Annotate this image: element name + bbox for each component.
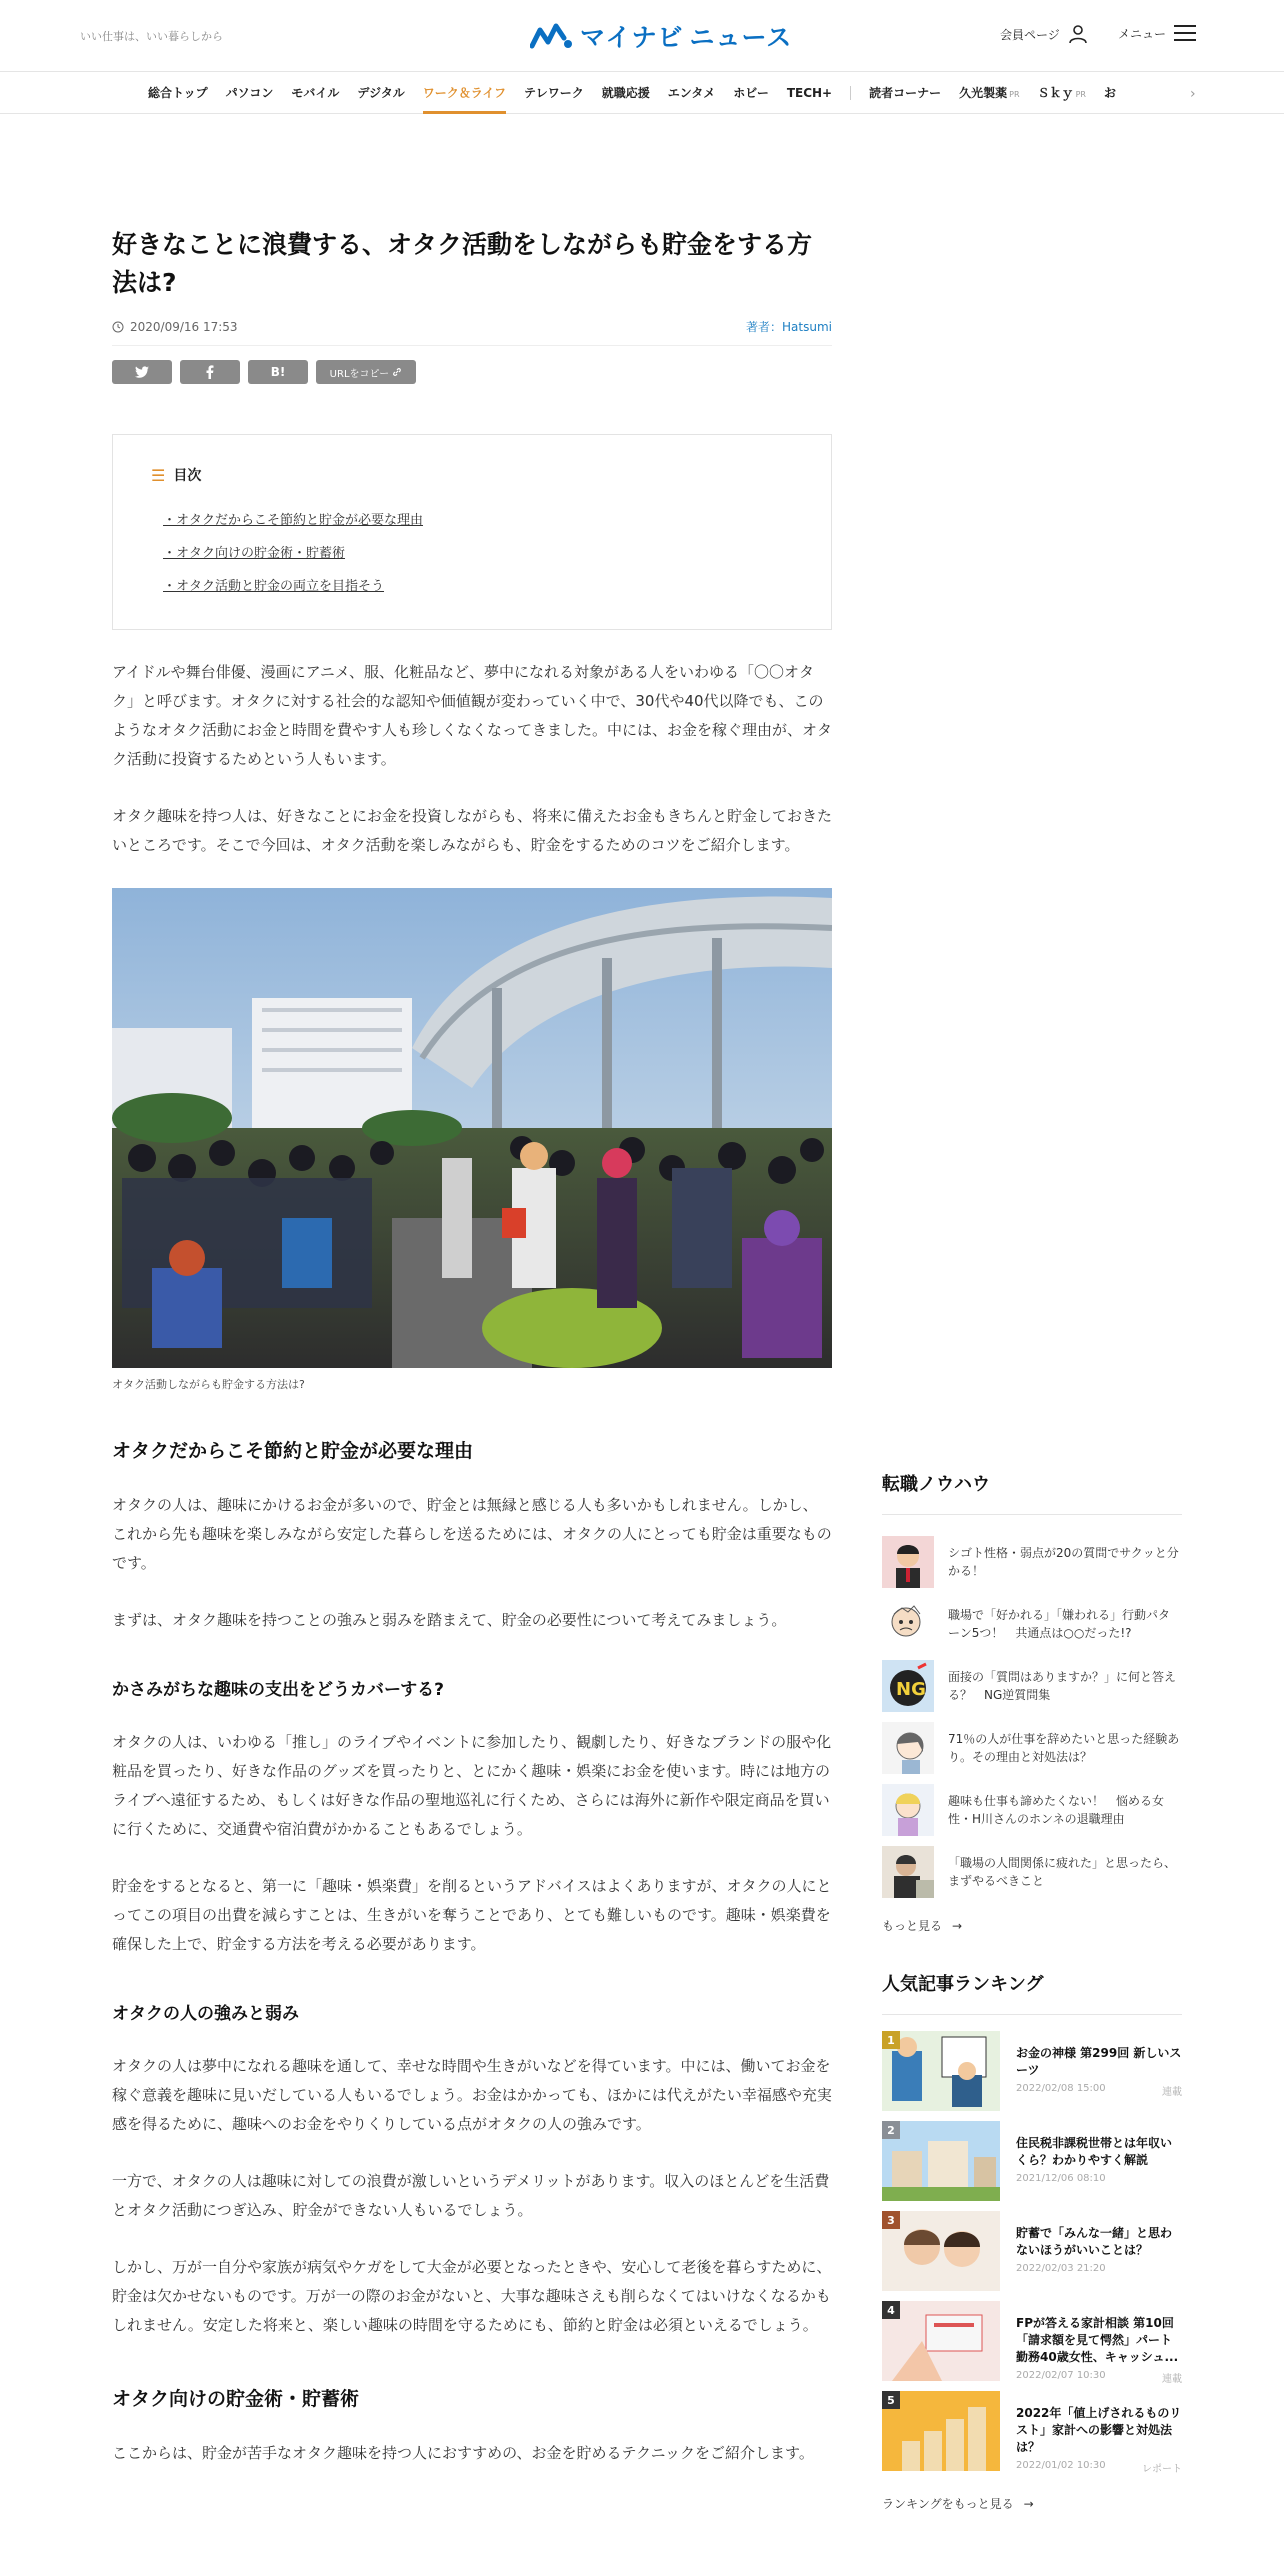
knowhow-link-text: 趣味も仕事も諦めたくない！ 悩める女性・H川さんのホンネの退職理由 (948, 1794, 1165, 1826)
hatena-bookmark-button[interactable]: B! (248, 360, 308, 384)
nav-item-readers[interactable]: 読者コーナー (869, 86, 942, 100)
nav-item-pc[interactable]: パソコン (225, 86, 274, 100)
ranking-item-tag: 連載 (1162, 2087, 1182, 2098)
article (112, 226, 832, 2468)
ranking-item-date: 2022/01/02 10:30 (1016, 2460, 1106, 2471)
link-icon (392, 367, 402, 377)
nav-item-hisamitsu[interactable] (959, 72, 1019, 114)
nav-item-tech[interactable]: TECH+ (786, 86, 833, 100)
article-meta (112, 316, 832, 346)
table-of-contents (112, 434, 832, 630)
nav-item-hisamitsu-label: 久光製薬 (959, 86, 1008, 100)
logo-sub-text: ニュース (689, 23, 793, 52)
copy-url-button[interactable] (316, 360, 416, 384)
knowhow-link-text: 「職場の人間関係に疲れた」と思ったら、まずやるべきこと (948, 1856, 1177, 1888)
rank-badge: 1 (882, 2031, 900, 2049)
nav-item-telework[interactable]: テレワーク (523, 86, 584, 100)
ranking-item-tag: レポート (1142, 2464, 1182, 2475)
ranking-thumbnail (882, 2031, 1000, 2111)
list-icon: ☰ (151, 465, 166, 485)
cosplay-event-photo (112, 888, 832, 1368)
logo-main-text: マイナビ (580, 23, 684, 52)
body-paragraph: オタクの人は、趣味にかけるお金が多いので、貯金とは無縁と感じる人も多いかもしれません。しかし、これから先も趣味を楽しみながら安定した暮らしを送るためには、オタクの人にとっても貯金は重要なものです。 (112, 1496, 832, 1572)
knowhow-thumbnail (882, 1598, 934, 1650)
ranking-item-date: 2021/12/06 08:10 (1016, 2173, 1106, 2184)
knowhow-title: 転職ノウハウ (882, 1470, 1182, 1515)
copy-url-label: URLをコピー (329, 368, 390, 380)
chevron-right-icon[interactable]: › (1190, 86, 1196, 102)
ranking-item-title: 住民税非課税世帯とは年収いくら？わかりやすく解説 (1016, 2136, 1173, 2167)
knowhow-item[interactable] (882, 1593, 1182, 1655)
arrow-right-icon: → (952, 1918, 963, 1933)
knowhow-link-text: 71％の人が仕事を辞めたいと思った経験あり。その理由と対処法は？ (948, 1732, 1180, 1764)
toc-header (151, 465, 793, 485)
toc-link[interactable]: ・オタク活動と貯金の両立を目指そう (163, 579, 385, 594)
pr-badge: PR (1009, 90, 1020, 99)
article-main-photo (112, 888, 832, 1368)
article-title: 好きなことに浪費する、オタク活動をしながらも貯金をする方法は? (112, 230, 813, 297)
nav-item-sky[interactable] (1038, 72, 1086, 114)
subsection-heading: オタクの人の強みと弱み (112, 2004, 299, 2024)
article-date (112, 320, 238, 334)
knowhow-item[interactable] (882, 1655, 1182, 1717)
facebook-share-button[interactable] (180, 360, 240, 384)
ranking-item-title: 2022年「値上げされるものリスト」家計への影響と対処法は？ (1016, 2406, 1182, 2454)
ranking-thumbnail (882, 2301, 1000, 2381)
rank-badge: 3 (882, 2211, 900, 2229)
body-paragraph: まずは、オタク趣味を持つことの強みと弱みを踏まえて、貯金の必要性について考えてみましょう。 (112, 1611, 787, 1629)
career-knowhow-widget (882, 1470, 1182, 1934)
twitter-share-button[interactable] (112, 360, 172, 384)
knowhow-link-text: 職場で「好かれる」「嫌われる」行動パターン5つ！ 共通点は○○だった!? (948, 1608, 1171, 1640)
knowhow-item[interactable] (882, 1841, 1182, 1903)
body-paragraph: 貯金をするとなると、第一に「趣味・娯楽費」を削るというアドバイスはよくありますが、オタクの人にとってこの項目の出費を減らすことは、生きがいを奪うことであり、とても難しいものです。趣味・娯楽費を確保した上で、貯金する方法を考える必要があります。 (112, 1877, 832, 1953)
author-link[interactable]: 著者：Hatsumi (746, 320, 832, 334)
ranking-item-title: お金の神様 第299回 新しいスーツ (1016, 2046, 1182, 2077)
menu-button[interactable] (1118, 24, 1196, 42)
date-text: 2020/09/16 17:53 (130, 319, 238, 334)
body-paragraph: オタクの人は、いわゆる「推し」のライブやイベントに参加したり、観劇したり、好きなブランドの服や化粧品を買ったり、好きな作品のグッズを買ったりと、とにかく趣味・娯楽にお金を使います。時には地方のライブへ遠征するため、もしくは好きな作品の聖地巡礼に行くため、さらには海外に新作や限定商品を買いに行くために、交通費や宿泊費がかかることもあるでしょう。 (112, 1733, 832, 1838)
nav-item-work-life[interactable]: ワーク＆ライフ (423, 72, 506, 114)
nav-item-job[interactable]: 就職応援 (601, 86, 650, 100)
svg-text:NG: NG (896, 1679, 926, 1700)
knowhow-link-text: シゴト性格・弱点が20の質問でサクッと分かる！ (948, 1546, 1179, 1578)
site-logo[interactable] (530, 18, 792, 54)
ranking-item-date: 2022/02/07 10:30 (1016, 2370, 1106, 2381)
intro-paragraph-2: オタク趣味を持つ人は、好きなことにお金を投資しながらも、将来に備えたお金もきちんと貯金しておきたいところです。そこで今回は、オタク活動を楽しみながらも、貯金をするためのコツをご紹介します。 (112, 807, 833, 854)
toc-link[interactable]: ・オタクだからこそ節約と貯金が必要な理由 (163, 513, 424, 528)
more-label: もっと見る (882, 1919, 943, 1933)
knowhow-link-text: 面接の「質問はありますか？」に何と答える？ NG逆質問集 (948, 1670, 1177, 1702)
knowhow-item[interactable] (882, 1531, 1182, 1593)
knowhow-thumbnail (882, 1722, 934, 1774)
ranking-more-link[interactable] (882, 2495, 1182, 2512)
rank-badge: 5 (882, 2391, 900, 2409)
ranking-item-title: 貯蓄で「みんな一緒」と思わないほうがいいことは？ (1016, 2226, 1173, 2257)
user-icon (1068, 24, 1088, 44)
nav-item-more[interactable]: お (1103, 86, 1116, 100)
member-page-label: 会員ページ (1000, 27, 1060, 42)
ranking-item[interactable] (882, 2301, 1182, 2391)
knowhow-more-link[interactable] (882, 1917, 1182, 1934)
ranking-thumbnail (882, 2121, 1000, 2201)
pr-badge: PR (1075, 90, 1086, 99)
member-page-button[interactable] (1000, 24, 1088, 44)
share-buttons (112, 360, 832, 384)
body-paragraph: オタクの人は夢中になれる趣味を通して、幸せな時間や生きがいなどを得ています。中には、働いてお金を稼ぐ意義を趣味に見いだしている人もいるでしょう。お金はかかっても、ほかには代えがたい幸福感や充実感を得るために、趣味へのお金をやりくりしている点がオタクの人の強みです。 (112, 2057, 832, 2133)
nav-item-top[interactable]: 総合トップ (148, 86, 208, 100)
body-paragraph: しかし、万が一自分や家族が病気やケガをして大金が必要となったときや、安心して老後を暮らすために、貯金は欠かせないものです。万が一の際のお金がないと、大事な趣味さえも削らなくてはいけなくなるかもしれません。安定した将来と、楽しい趣味の時間を守るためにも、節約と貯金は必須といえるでしょう。 (112, 2258, 832, 2334)
menu-label: メニュー (1118, 26, 1167, 41)
logo-mark-icon (530, 20, 574, 52)
rank-badge: 2 (882, 2121, 900, 2139)
ranking-title: 人気記事ランキング (882, 1970, 1182, 2015)
nav-item-digital[interactable]: デジタル (357, 86, 405, 100)
toc-link[interactable]: ・オタク向けの貯金術・貯蓄術 (163, 546, 346, 561)
nav-item-entertainment[interactable]: エンタメ (667, 86, 716, 100)
body-paragraph: 一方で、オタクの人は趣味に対しての浪費が激しいというデメリットがあります。収入のほとんどを生活費とオタク活動につぎ込み、貯金ができない人もいるでしょう。 (112, 2172, 830, 2219)
twitter-icon (135, 366, 149, 378)
knowhow-item[interactable] (882, 1717, 1182, 1779)
rank-badge: 4 (882, 2301, 900, 2319)
category-nav (0, 72, 1284, 114)
nav-item-hobby[interactable]: ホビー (733, 86, 769, 100)
ranking-item[interactable] (882, 2031, 1182, 2121)
facebook-icon (206, 365, 214, 379)
body-paragraph: ここからは、貯金が苦手なオタク趣味を持つ人におすすめの、お金を貯めるテクニックをご紹介します。 (112, 2444, 814, 2462)
section-heading: オタク向けの貯金術・貯蓄術 (112, 2388, 360, 2410)
ranking-more-label: ランキングをもっと見る (882, 2497, 1014, 2511)
knowhow-item[interactable] (882, 1779, 1182, 1841)
tagline: いい仕事は、いい暮らしから (80, 30, 223, 43)
knowhow-thumbnail (882, 1536, 934, 1588)
knowhow-thumbnail (882, 1784, 934, 1836)
knowhow-thumbnail (882, 1846, 934, 1898)
ranking-thumbnail (882, 2211, 1000, 2291)
ranking-item-title: FPが答える家計相談 第10回「請求額を見て愕然」パート勤務40歳女性、キャッシュ... (1016, 2316, 1179, 2364)
photo-caption: オタク活動しながらも貯金する方法は? (112, 1378, 305, 1391)
hamburger-icon (1174, 24, 1196, 42)
ranking-widget (882, 1970, 1182, 2512)
arrow-right-icon: → (1023, 2496, 1034, 2511)
ranking-item-date: 2022/02/03 21:20 (1016, 2263, 1106, 2274)
knowhow-thumbnail (882, 1660, 934, 1712)
clock-icon (112, 321, 124, 333)
section-heading: オタクだからこそ節約と貯金が必要な理由 (112, 1440, 474, 1462)
nav-item-mobile[interactable]: モバイル (291, 86, 340, 100)
nav-item-sky-label: Ｓｋｙ (1037, 86, 1074, 100)
intro-paragraph-1: アイドルや舞台俳優、漫画にアニメ、服、化粧品など、夢中になれる対象がある人をいわゆる「〇〇オタク」と呼びます。オタクに対する社会的な認知や価値観が変わっていく中で、30代や40代以降でも、このようなオタク活動にお金と時間を費やす人も珍しくなくなってきました。中には、お金を稼ぐ理由が、オタク活動に投資するためという人もいます。 (112, 663, 833, 768)
toc-title: 目次 (173, 468, 202, 484)
ranking-item-date: 2022/02/08 15:00 (1016, 2083, 1106, 2094)
ranking-item[interactable] (882, 2391, 1182, 2481)
ranking-thumbnail (882, 2391, 1000, 2471)
subsection-heading: かさみがちな趣味の支出をどうカバーする? (112, 1680, 445, 1700)
ranking-item[interactable] (882, 2211, 1182, 2301)
nav-divider (850, 86, 851, 100)
ranking-item-tag: 連載 (1162, 2374, 1182, 2385)
site-header (0, 0, 1284, 72)
ranking-item[interactable] (882, 2121, 1182, 2211)
